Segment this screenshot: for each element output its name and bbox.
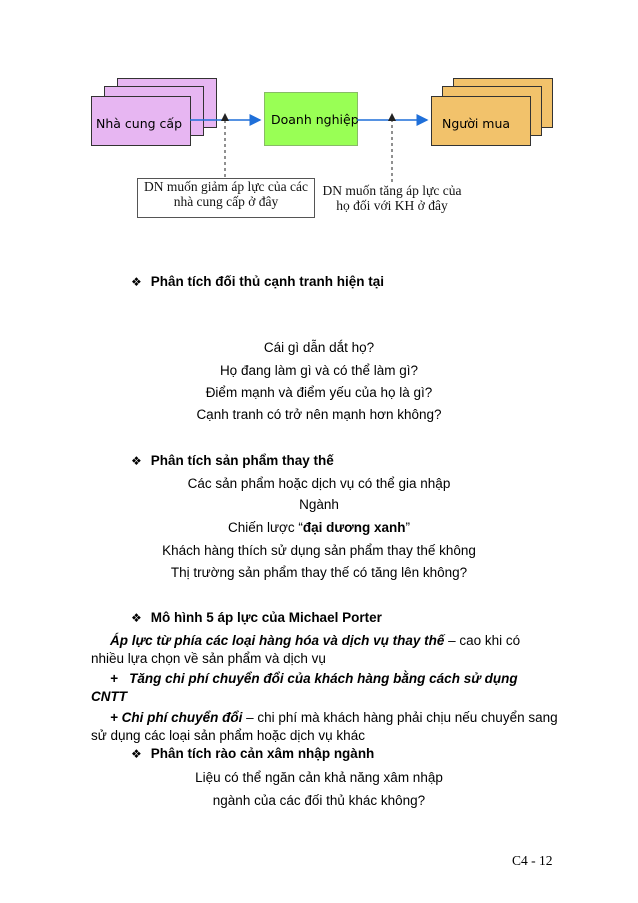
section4-line-2: ngành của các đối thủ khác không? bbox=[212, 793, 426, 808]
section2-line-1: Các sản phẩm hoặc dịch vụ có thể gia nhập bbox=[187, 476, 451, 491]
page-number: C4 - 12 bbox=[512, 853, 553, 868]
section1-line-4: Cạnh tranh có trở nên mạnh hơn không? bbox=[196, 407, 442, 422]
blue-ocean-term: đại dương xanh bbox=[302, 520, 406, 535]
section1-line-3: Điểm mạnh và điểm yếu của họ là gì? bbox=[205, 385, 433, 400]
section2-strategy-line: Chiến lược “đại dương xanh” bbox=[227, 520, 411, 535]
enterprise-label: Doanh nghiệp bbox=[271, 112, 359, 127]
section3-para1: Áp lực từ phía các loại hàng hóa và dịch vụ thay thế – cao khi có bbox=[110, 633, 521, 648]
section4-line-1: Liệu có thể ngăn cản khả năng xâm nhập bbox=[195, 770, 443, 785]
section3-heading: ❖ Mô hình 5 áp lực của Michael Porter bbox=[131, 610, 382, 625]
section3-para3-line2: sử dụng các loại sản phẩm hoặc dịch vụ khác bbox=[91, 728, 365, 743]
section1-line-1: Cái gì dẫn dắt họ? bbox=[263, 340, 375, 355]
section2-line-5: Thị trường sản phẩm thay thế có tăng lên không? bbox=[170, 565, 468, 580]
buyer-label: Người mua bbox=[442, 116, 511, 131]
section2-line-2: Ngành bbox=[299, 497, 339, 512]
diamond-bullet-icon: ❖ bbox=[131, 611, 142, 625]
section3-para1-line2: nhiều lựa chọn về sản phẩm và dịch vụ bbox=[91, 651, 326, 666]
section1-heading: ❖ Phân tích đối thủ cạnh tranh hiện tại bbox=[131, 274, 385, 289]
section3-para2-line2: CNTT bbox=[91, 689, 127, 704]
diamond-bullet-icon: ❖ bbox=[131, 275, 142, 289]
section2-heading: ❖ Phân tích sản phẩm thay thế bbox=[131, 453, 334, 468]
section3-para3: + Chi phí chuyển đổi – chi phí mà khách hàng phải chịu nếu chuyển sang bbox=[110, 710, 558, 725]
diagram-arrows bbox=[0, 0, 638, 260]
note-reduce-supplier-pressure: DN muốn giảm áp lực của các nhà cung cấp ở đây bbox=[137, 178, 315, 218]
section4-heading: ❖ Phân tích rào cản xâm nhập ngành bbox=[131, 746, 375, 761]
supplier-label: Nhà cung cấp bbox=[96, 116, 182, 131]
diamond-bullet-icon: ❖ bbox=[131, 454, 142, 468]
note-increase-buyer-pressure: DN muốn tăng áp lực của họ đối với KH ở đây bbox=[322, 183, 462, 213]
section1-line-2: Họ đang làm gì và có thể làm gì? bbox=[219, 363, 419, 378]
section2-line-4: Khách hàng thích sử dụng sản phẩm thay thế không bbox=[162, 543, 476, 558]
diamond-bullet-icon: ❖ bbox=[131, 747, 142, 761]
section3-para2: + Tăng chi phí chuyển đổi của khách hàng bằng cách sử dụng bbox=[110, 671, 518, 686]
